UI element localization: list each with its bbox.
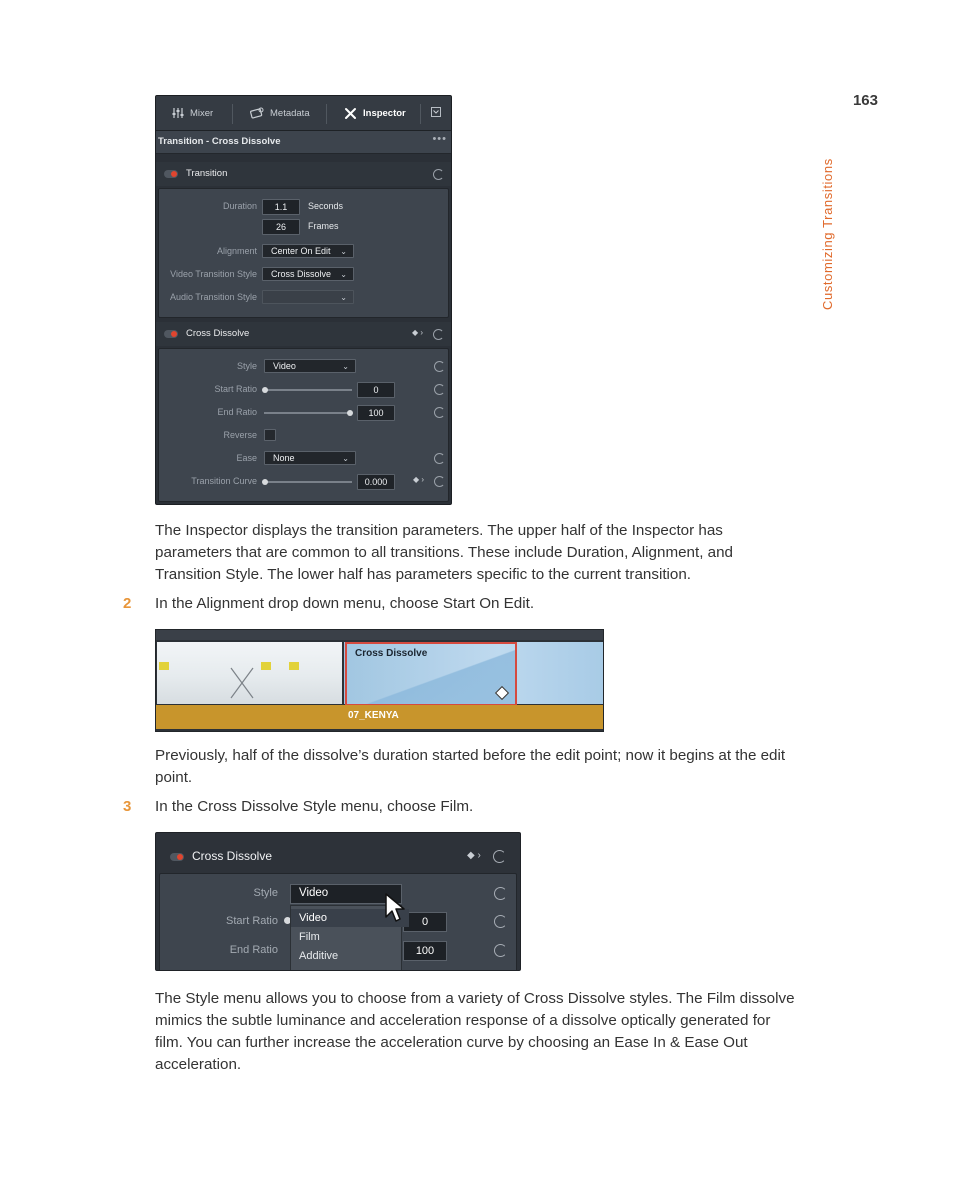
- style-menu-figure: [155, 832, 521, 971]
- end-ratio-slider[interactable]: [264, 412, 352, 414]
- style-label: Style: [253, 887, 278, 899]
- slider-handle[interactable]: [262, 479, 268, 485]
- transition-section-label: Transition: [186, 168, 228, 179]
- transition-curve-label: Transition Curve: [191, 476, 257, 486]
- inspector-icon: [344, 107, 357, 120]
- tab-divider: [326, 104, 327, 124]
- reset-icon[interactable]: [494, 944, 507, 957]
- ease-label: Ease: [236, 453, 257, 463]
- alignment-label: Alignment: [216, 246, 257, 256]
- transition-section-header[interactable]: [156, 162, 451, 186]
- tab-inspector-label: Inspector: [363, 107, 406, 119]
- paragraph-style-description: The Style menu allows you to choose from a variety of Cross Dissolve styles. The Film dissolve mimics the subtle luminance and acceleration response of a dissolve optically generated for film. You can further increase the acceleration curve by choosing an Ease In & Ease Out acceleration.: [155, 990, 795, 1073]
- transition-label: Cross Dissolve: [355, 648, 428, 659]
- section-title: Customizing Transitions: [820, 158, 835, 310]
- tab-mixer[interactable]: [172, 106, 213, 120]
- transition-enable-toggle[interactable]: [164, 170, 178, 178]
- reset-icon[interactable]: [434, 407, 445, 418]
- panel-menu-button[interactable]: [431, 107, 441, 117]
- chevron-down-icon: ⌄: [340, 269, 347, 279]
- end-ratio-label: End Ratio: [229, 944, 278, 956]
- ease-value: None: [273, 453, 295, 463]
- alignment-dropdown[interactable]: [262, 244, 354, 258]
- thumbnail-graphic: [227, 664, 257, 700]
- chevron-down-icon: ⌄: [340, 292, 347, 302]
- dissolve-section-header[interactable]: [156, 322, 451, 346]
- duration-seconds-field[interactable]: 1.1: [262, 199, 300, 215]
- tab-metadata-label: Metadata: [270, 107, 310, 119]
- audio-style-label: Audio Transition Style: [169, 292, 257, 302]
- reset-icon[interactable]: [433, 329, 444, 340]
- reset-icon[interactable]: [434, 453, 445, 464]
- inspector-panel: [155, 95, 452, 505]
- flag-thumbnail: [261, 662, 271, 670]
- ease-dropdown[interactable]: [264, 451, 356, 465]
- duration-label: Duration: [222, 201, 257, 211]
- menu-item-video[interactable]: Video: [291, 909, 409, 927]
- dissolve-parameters: [158, 348, 449, 502]
- flag-thumbnail: [289, 662, 299, 670]
- reset-icon[interactable]: [494, 887, 507, 900]
- paragraph-intro: The Inspector displays the transition parameters. The upper half of the Inspector has parameters that are common to all transitions. These include Duration, Alignment, and Transition Style. The lower half has parameters specific to the current transition.: [155, 522, 733, 583]
- chevron-down-icon: ⌄: [340, 246, 347, 256]
- slider-handle[interactable]: [347, 410, 353, 416]
- start-ratio-slider[interactable]: [264, 389, 352, 391]
- tab-inspector[interactable]: [344, 106, 406, 120]
- end-ratio-field[interactable]: 100: [403, 941, 447, 961]
- page-number: 163: [852, 92, 878, 109]
- tab-divider: [420, 104, 421, 124]
- step-number: 3: [123, 798, 132, 815]
- cross-dissolve-transition[interactable]: [345, 642, 517, 706]
- tab-mixer-label: Mixer: [190, 107, 214, 119]
- style-dropdown[interactable]: [264, 359, 356, 373]
- tab-bar: [156, 96, 451, 131]
- tab-metadata[interactable]: [250, 106, 310, 120]
- start-ratio-field[interactable]: 0: [403, 912, 447, 932]
- menu-item-additive[interactable]: Additive: [299, 950, 339, 962]
- timeline-figure: [155, 629, 604, 732]
- start-ratio-label: Start Ratio: [214, 384, 257, 394]
- transition-curve-slider[interactable]: [264, 481, 352, 483]
- end-ratio-label: End Ratio: [217, 407, 257, 417]
- dissolve-parameters: [159, 873, 517, 971]
- paragraph-alignment-result: Previously, half of the dissolve’s duration started before the edit point; now it begins at the edit point.: [155, 747, 786, 786]
- keyframe-nav-icon[interactable]: ◆ ›: [413, 475, 425, 484]
- transition-curve-field[interactable]: 0.000: [357, 474, 395, 490]
- video-clip-outgoing[interactable]: [157, 642, 342, 704]
- step-instruction: In the Cross Dissolve Style menu, choose Film.: [155, 798, 474, 815]
- end-ratio-field[interactable]: 100: [357, 405, 395, 421]
- style-value: Video: [273, 361, 296, 371]
- video-style-dropdown[interactable]: [262, 267, 354, 281]
- video-style-label: Video Transition Style: [170, 269, 257, 279]
- clip-name: 07_KENYA: [348, 710, 399, 721]
- step-number: 2: [123, 595, 132, 612]
- reset-icon[interactable]: [434, 476, 445, 487]
- start-ratio-label: Start Ratio: [226, 915, 278, 927]
- chevron-down-icon: ⌄: [342, 453, 349, 463]
- reset-icon[interactable]: [434, 361, 445, 372]
- duration-frames-field[interactable]: 26: [262, 219, 300, 235]
- reset-icon[interactable]: [433, 169, 444, 180]
- inspector-title: Transition - Cross Dissolve: [158, 136, 281, 147]
- seconds-unit: Seconds: [308, 201, 344, 211]
- chevron-down-icon: [432, 108, 440, 116]
- reset-icon[interactable]: [493, 850, 506, 863]
- frames-unit: Frames: [308, 221, 339, 231]
- reset-icon[interactable]: [494, 915, 507, 928]
- chevron-down-icon: ⌄: [342, 361, 349, 371]
- sliders-icon: [172, 107, 184, 119]
- dissolve-enable-toggle[interactable]: [170, 853, 184, 861]
- reverse-checkbox[interactable]: [264, 429, 276, 441]
- style-label: Style: [236, 361, 257, 371]
- keyframe-nav-icon[interactable]: ◆ ›: [467, 850, 481, 861]
- audio-style-dropdown: [262, 290, 354, 304]
- reset-icon[interactable]: [434, 384, 445, 395]
- mouse-pointer-icon: [384, 893, 406, 923]
- dissolve-enable-toggle[interactable]: [164, 330, 178, 338]
- reverse-label: Reverse: [223, 430, 257, 440]
- video-style-value: Cross Dissolve: [271, 269, 332, 279]
- start-ratio-field[interactable]: 0: [357, 382, 395, 398]
- transition-parameters: [158, 188, 449, 318]
- more-options-icon[interactable]: •••: [432, 133, 447, 145]
- step-instruction: In the Alignment drop down menu, choose Start On Edit.: [155, 595, 535, 612]
- tab-divider: [232, 104, 233, 124]
- timeline-ruler: [156, 630, 603, 640]
- flag-thumbnail: [159, 662, 169, 670]
- alignment-value: Center On Edit: [271, 246, 331, 256]
- dissolve-section-label: Cross Dissolve: [186, 328, 250, 339]
- slider-handle[interactable]: [262, 387, 268, 393]
- keyframe-nav-icon[interactable]: ◆ ›: [412, 328, 424, 337]
- menu-item-film[interactable]: Film: [299, 931, 320, 943]
- keyframe-diamond-icon[interactable]: [495, 686, 509, 700]
- metadata-icon: [250, 107, 264, 119]
- dissolve-section-label: Cross Dissolve: [192, 849, 273, 863]
- style-value: Video: [299, 887, 329, 899]
- inspector-title-bar: [156, 131, 451, 154]
